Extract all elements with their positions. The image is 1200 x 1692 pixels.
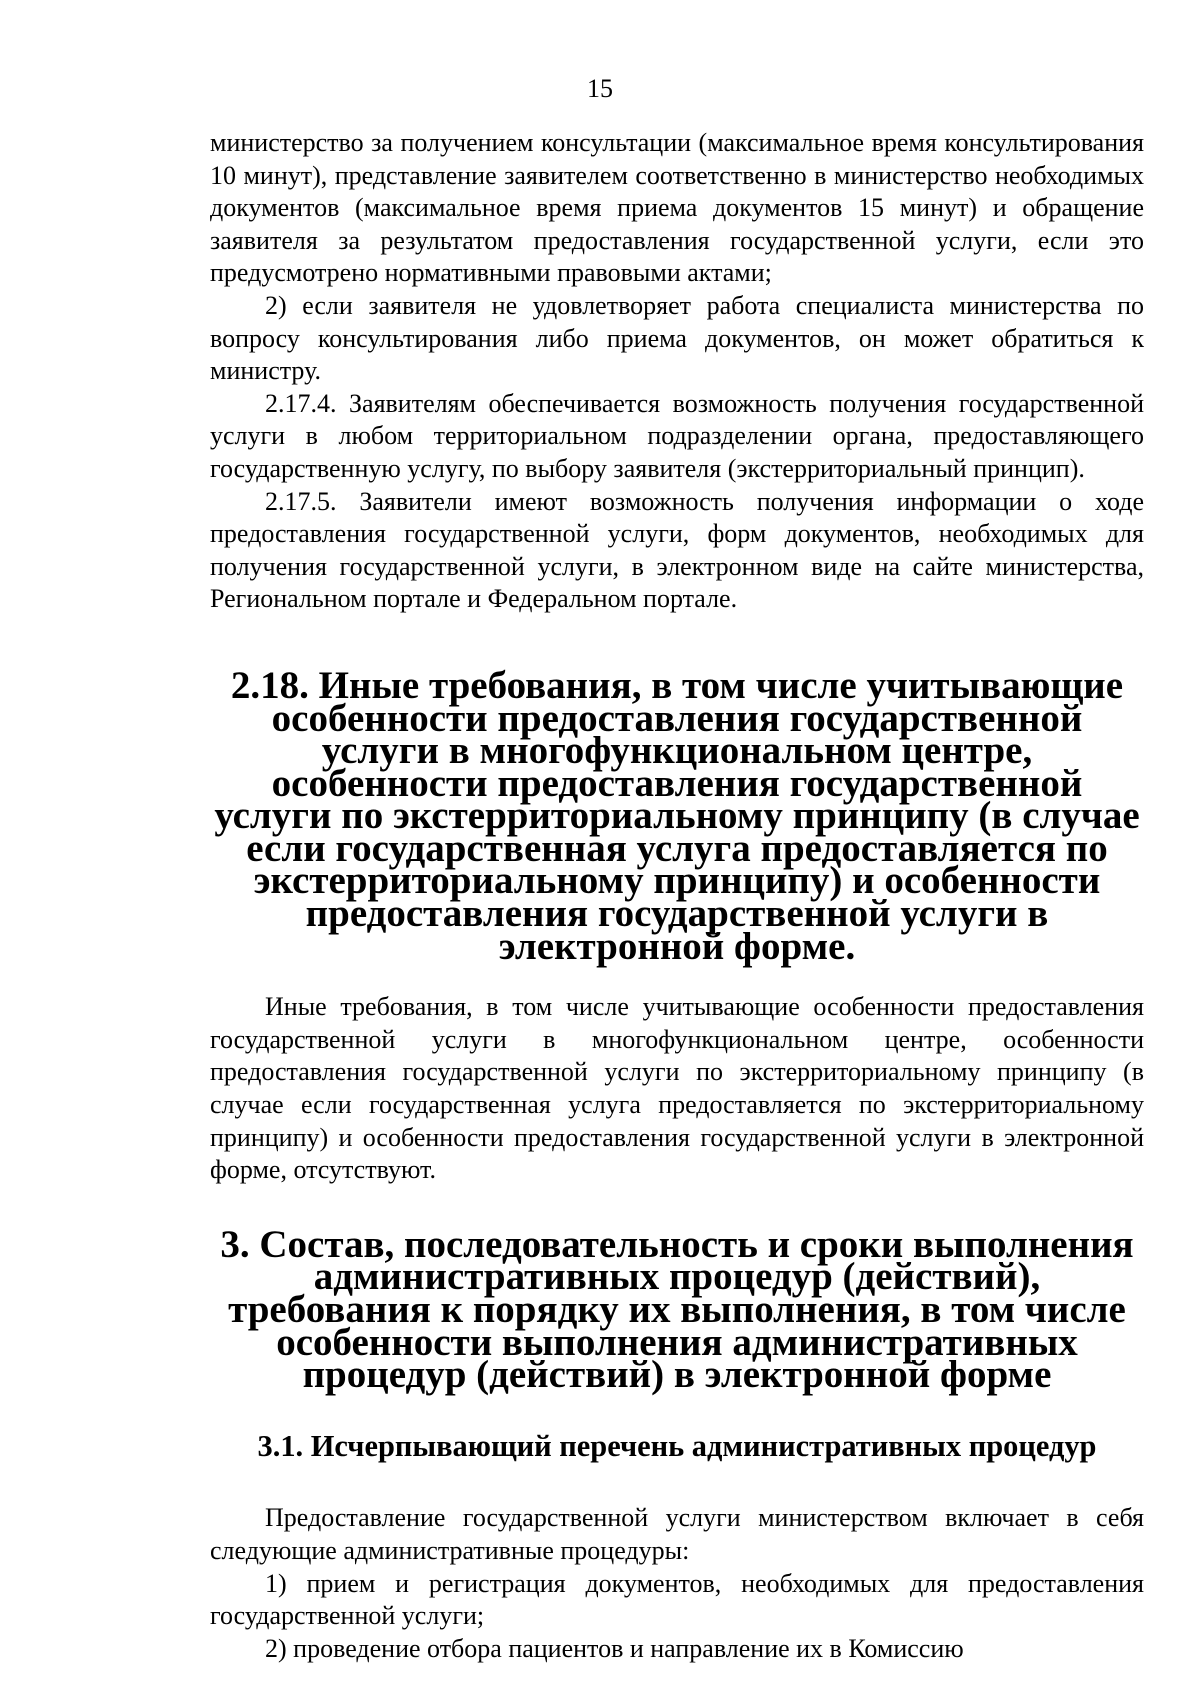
paragraph-3-1-item-1: 1) прием и регистрация документов, необходимых для предоставления государственной услуги; bbox=[210, 1568, 1144, 1631]
heading-2-18: 2.18. Иные требования, в том числе учитывающие особенности предоставления государственной услуги в многофункциональном центре, особенности предоставления государственной услуги по экстерриториальному принципу (в случае если государственная услуга предоставляется по экстерриториальному принципу) и особенности предоставления государственной услуги в электронной форме. bbox=[214, 663, 1140, 968]
heading-section-3: 3. Состав, последовательность и сроки выполнения административных процедур (действий), требования к порядку их выполнения, в том числе особенности выполнения административных процедур (действий) в электронной форме bbox=[220, 1222, 1134, 1397]
page-number: 15 bbox=[587, 74, 613, 103]
paragraph-2-17-4: 2.17.4. Заявителям обеспечивается возможность получения государственной услуги в любом территориальном подразделении органа, предоставляющего государственную услугу, по выбору заявителя (экстерриториальный принцип). bbox=[210, 388, 1144, 483]
paragraph-3-1-item-2: 2) проведение отбора пациентов и направление их в Комиссию bbox=[265, 1633, 964, 1663]
paragraph-3-1-intro: Предоставление государственной услуги министерством включает в себя следующие административные процедуры: bbox=[210, 1503, 1144, 1565]
heading-3-1: 3.1. Исчерпывающий перечень административных процедур bbox=[257, 1428, 1097, 1463]
paragraph-2-17-5: 2.17.5. Заявители имеют возможность получения информации о ходе предоставления государственной услуги, форм документов, необходимых для получения государственной услуги, в электронном виде на сайте министерства, Региональном портале и Федеральном портале. bbox=[210, 486, 1144, 614]
paragraph-2-18-text: Иные требования, в том числе учитывающие особенности предоставления государственной услуги в многофункциональном центре, особенности предоставления государственной услуги по экстерриториальному принципу (в случае если государственная услуга предоставляется по экстерриториальному принципу) и особенности предоставления государственной услуги в электронной форме, отсутствуют. bbox=[210, 992, 1144, 1185]
page-content bbox=[210, 127, 1144, 1665]
paragraph-minister-appeal: 2) если заявителя не удовлетворяет работа специалиста министерства по вопросу консультирования либо приема документов, он может обратиться к министру. bbox=[210, 290, 1144, 386]
paragraph-consultation: министерство за получением консультации (максимальное время консультирования 10 минут), представление заявителем соответственно в министерство необходимых документов (максимальное время приема документов 15 минут) и обращение заявителя за результатом предоставления государственной услуги, если это предусмотрено нормативными правовыми актами; bbox=[210, 128, 1144, 288]
